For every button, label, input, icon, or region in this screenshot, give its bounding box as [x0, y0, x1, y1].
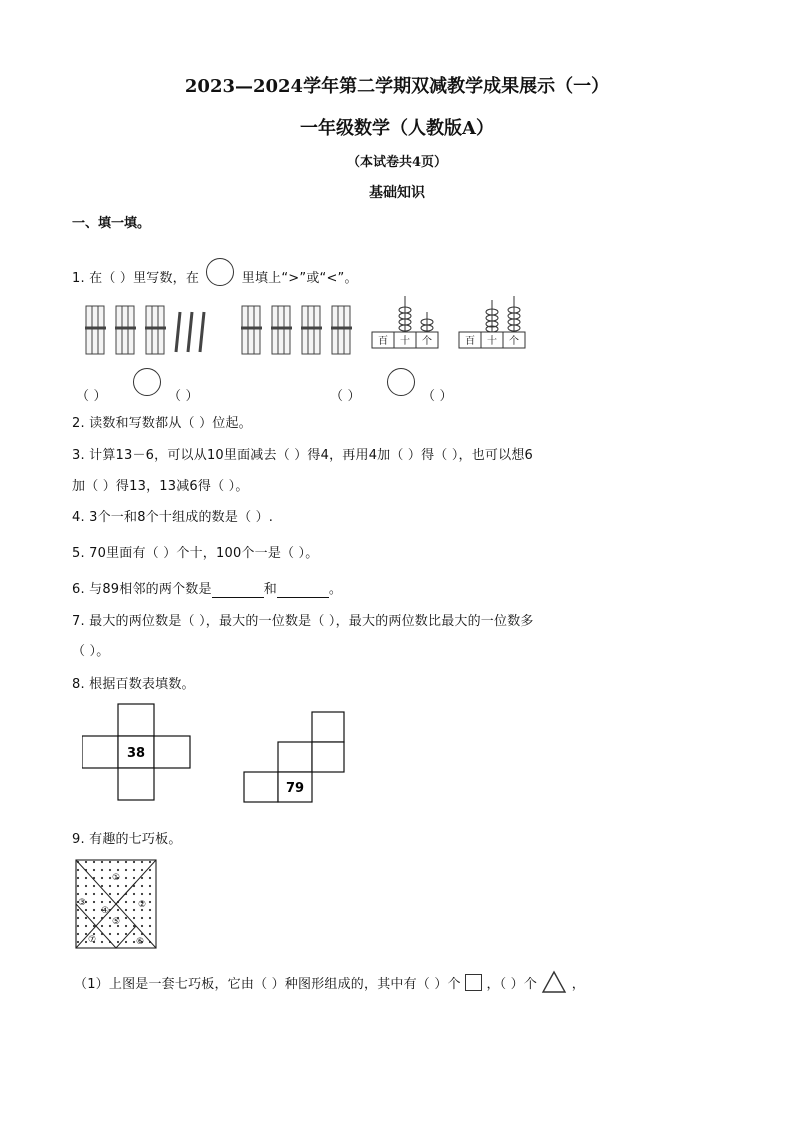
question-6-text-b: 和	[263, 582, 277, 597]
question-9-part-1	[74, 970, 585, 994]
cell-value-38: 38	[126, 746, 146, 761]
circle-icon	[206, 258, 234, 286]
hundred-chart-figures	[82, 700, 382, 810]
abacus-label-ones: 个	[509, 336, 519, 347]
piece-label: ④	[100, 906, 110, 916]
bundles-left	[85, 306, 204, 354]
piece-label: ⑥	[135, 937, 145, 947]
exam-subtitle: 一年级数学（人教版A）	[300, 118, 494, 139]
section-heading: 一、填一填。	[72, 216, 151, 231]
stick-bundle-icon	[271, 306, 292, 354]
abacus-label-tens: 十	[487, 336, 497, 347]
grid-cell[interactable]	[312, 712, 344, 742]
grid-cell[interactable]	[118, 704, 154, 736]
question-9: 9. 有趣的七巧板。	[72, 832, 182, 847]
answer-line[interactable]	[212, 582, 264, 598]
single-stick-icon	[176, 312, 180, 352]
question-6-text-a: 6. 与89相邻的两个数是	[72, 582, 212, 597]
q9-sub1-text-b: ，（ ）个	[486, 977, 538, 992]
piece-label: ⑤	[111, 917, 121, 927]
cell-value-79: 79	[285, 781, 305, 796]
part-label: 基础知识	[369, 185, 425, 201]
pages-note: （本试卷共4页）	[346, 155, 448, 170]
grid-cell[interactable]	[82, 736, 118, 768]
question-7-line-2: （ ）。	[72, 644, 110, 659]
q9-sub1-text-a: （1）上图是一套七巧板，它由（ ）种图形组成的，其中有（ ）个	[74, 977, 461, 992]
stick-bundle-icon	[115, 306, 136, 354]
question-3-line-2: 加（ ）得13，13减6得（ ）。	[72, 479, 249, 494]
stick-bundle-icon	[145, 306, 166, 354]
question-6-text-c: 。	[328, 582, 343, 597]
abacus-label-tens: 十	[400, 336, 410, 347]
q1-figures	[80, 292, 540, 362]
bundles-right	[241, 306, 352, 354]
stick-bundle-icon	[331, 306, 352, 354]
tangram-figure	[74, 858, 162, 950]
grid-cell[interactable]	[244, 772, 278, 802]
q9-sub1-text-c: ，	[571, 977, 585, 992]
piece-label: ①	[111, 873, 121, 883]
piece-label: ⑦	[87, 935, 97, 945]
stick-bundle-icon	[241, 306, 262, 354]
question-1	[72, 258, 358, 286]
answer-line[interactable]	[277, 582, 329, 598]
question-1-text-b: 里填上“>”或“<”。	[241, 271, 358, 286]
question-2: 2. 读数和写数都从（ ）位起。	[72, 416, 252, 431]
compare-circle-icon[interactable]	[133, 368, 161, 396]
grid-cell[interactable]	[118, 768, 154, 800]
exam-title: 2023—2024学年第二学期双减教学成果展示（一）	[184, 76, 610, 97]
abacus-label-hundreds: 百	[465, 336, 475, 347]
question-8: 8. 根据百数表填数。	[72, 677, 195, 692]
piece-label: ②	[137, 900, 147, 910]
q1-answer-blank[interactable]: （ ）	[422, 389, 453, 404]
question-7-line-1: 7. 最大的两位数是（ ），最大的一位数是（ ），最大的两位数比最大的一位数多	[72, 614, 534, 629]
single-stick-icon	[200, 312, 204, 352]
triangle-icon	[541, 970, 567, 994]
question-3-line-1: 3. 计算13－6，可以从10里面减去（ ）得4，再用4加（ ）得（ ），也可以想6	[72, 448, 534, 463]
stick-bundle-icon	[301, 306, 322, 354]
grid-cell[interactable]	[278, 742, 312, 772]
question-5: 5. 70里面有（ ）个十，100个一是（ ）。	[72, 546, 319, 561]
abacus-label-ones: 个	[422, 336, 432, 347]
question-6	[72, 578, 342, 598]
stick-bundle-icon	[85, 306, 106, 354]
q1-answer-blank[interactable]: （ ）	[168, 389, 199, 404]
single-stick-icon	[188, 312, 192, 352]
piece-label: ③	[77, 898, 87, 908]
square-icon	[465, 974, 482, 991]
grid-cell[interactable]	[312, 742, 344, 772]
compare-circle-icon[interactable]	[387, 368, 415, 396]
grid-cell[interactable]	[154, 736, 190, 768]
abacus-label-hundreds: 百	[378, 336, 388, 347]
q1-answer-blank[interactable]: （ ）	[330, 389, 361, 404]
q1-answer-blank[interactable]: （ ）	[76, 389, 107, 404]
question-4: 4. 3个一和8个十组成的数是（ ）.	[72, 510, 274, 525]
question-1-text-a: 1. 在（ ）里写数，在	[72, 271, 200, 286]
